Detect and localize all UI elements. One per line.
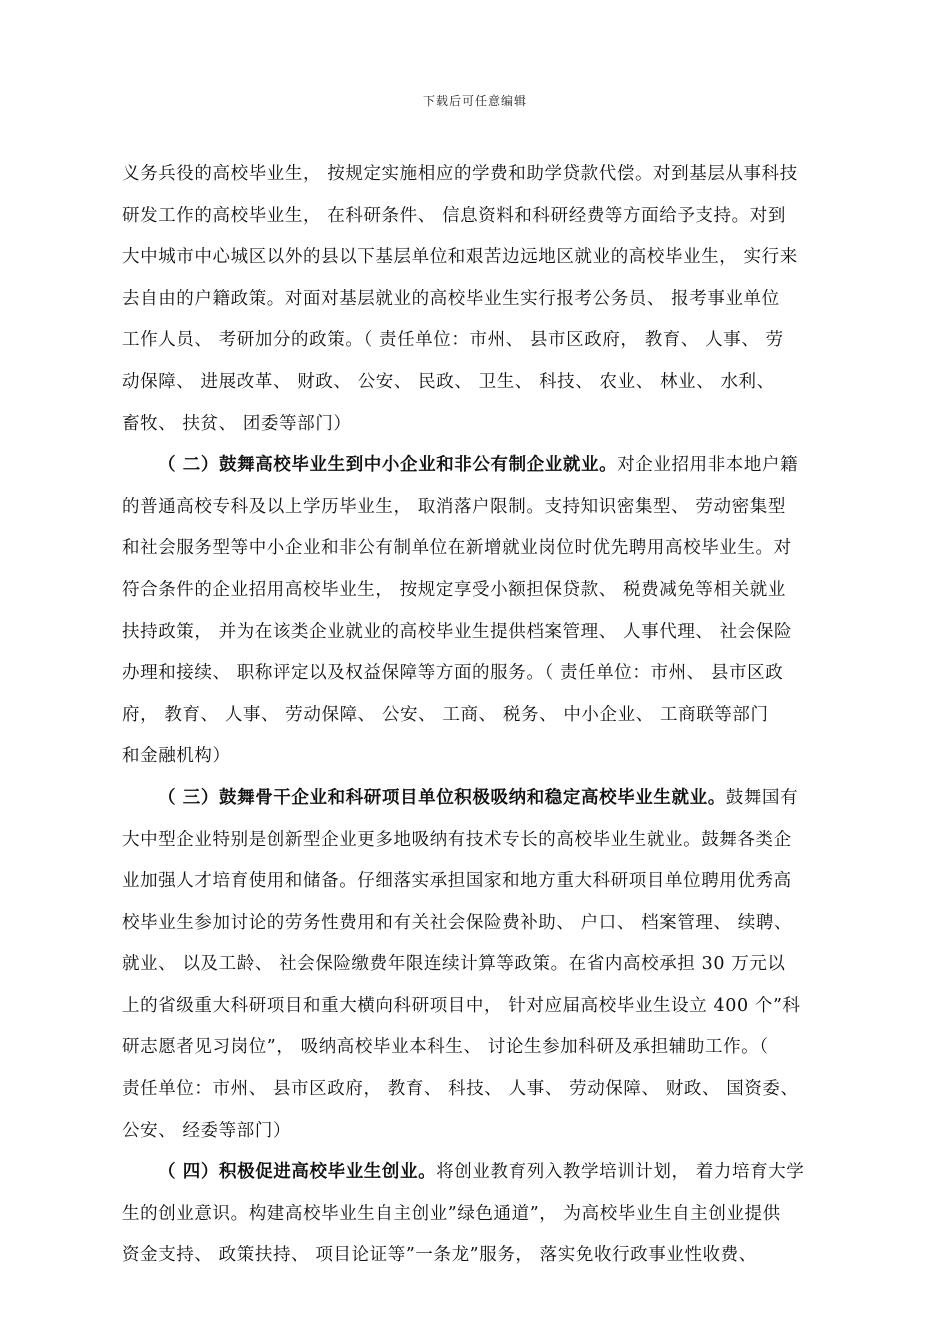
text-run: 公安、 经委等部门） [122,1120,292,1141]
text-run: 畜牧、 扶贫、 团委等部门） [122,413,352,434]
section-heading-line [122,445,852,487]
text-line [122,487,852,529]
document-body [122,154,852,1277]
text-run: 工作人员、 考研加分的政策。（ 责任单位：市州、 县市区政府， 教育、 人事、 劳 [122,330,784,351]
text-line [122,1069,852,1111]
text-line [122,653,852,695]
text-line [122,695,852,737]
text-line [122,612,852,654]
text-line [122,362,852,404]
text-run: 就业、 以及工龄、 社会保险缴费年限连续计算等政策。在省内高校承担 30 万元以 [122,954,786,975]
text-line [122,404,852,446]
text-run: 校毕业生参加讨论的劳务性费用和有关社会保险费补助、 户口、 档案管理、 续聘、 [122,912,793,933]
text-line [122,861,852,903]
text-line [122,820,852,862]
text-run: 对企业招用非本地户籍 [617,455,799,476]
text-run: 研发工作的高校毕业生， 在科研条件、 信息资料和科研经费等方面给予支持。对到 [122,205,786,226]
text-run: 符合条件的企业招用高校毕业生， 按规定享受小额担保贷款、 税费减免等相关就业 [122,579,786,600]
text-line [122,944,852,986]
text-run: 和金融机构） [122,746,231,767]
text-line [122,154,852,196]
text-run: 去自由的户籍政策。对面对基层就业的高校毕业生实行报考公务员、 报考事业单位 [122,288,780,309]
section-heading-line [122,1152,852,1194]
text-run: 上的省级重大科研项目和重大横向科研项目中， 针对应届高校毕业生设立 400 个”科 [122,995,801,1016]
text-line [122,1027,852,1069]
text-run: 府， 教育、 人事、 劳动保障、 公安、 工商、 税务、 中小企业、 工商联等部门 [122,704,769,725]
text-line [122,570,852,612]
text-run: 鼓舞国有 [725,787,799,808]
text-run: 和社会服务型等中小企业和非公有制单位在新增就业岗位时优先聘用高校毕业生。对 [122,538,792,559]
text-run: 责任单位：市州、 县市区政府， 教育、 科技、 人事、 劳动保障、 财政、 国资委、 [122,1079,799,1100]
section-heading-line [122,778,852,820]
text-line [122,986,852,1028]
text-line [122,1194,852,1236]
text-line [122,903,852,945]
text-line [122,279,852,321]
text-run: 大中型企业特别是创新型企业更多地吸纳有技术专长的高校毕业生就业。鼓舞各类企 [122,829,792,850]
page-header: 下载后可任意编辑 [422,94,527,108]
section-heading: （ 二）鼓舞高校毕业生到中小企业和非公有制企业就业。 [158,455,618,476]
text-line [122,736,852,778]
text-line [122,196,852,238]
text-run: 资金支持、 政策扶持、 项目论证等”一条龙”服务， 落实免收行政事业性收费、 [122,1245,757,1266]
text-run: 动保障、 进展改革、 财政、 公安、 民政、 卫生、 科技、 农业、 林业、 水利、 [122,371,775,392]
text-line [122,1111,852,1153]
text-run: 业加强人才培育使用和储备。仔细落实承担国家和地方重大科研项目单位聘用优秀高 [122,871,792,892]
section-heading: （ 三）鼓舞骨干企业和科研项目单位积极吸纳和稳定高校毕业生就业。 [158,787,726,808]
text-run: 的普通高校专科及以上学历毕业生， 取消落户限制。支持知识密集型、 劳动密集型 [122,496,786,517]
text-line [122,528,852,570]
text-line [122,320,852,362]
text-run: 将创业教育列入教学培训计划， 着力培育大学 [436,1162,805,1183]
text-run: 义务兵役的高校毕业生， 按规定实施相应的学费和助学贷款代偿。对到基层从事科技 [122,164,798,184]
text-run: 生的创业意识。构建高校毕业生自主创业”绿色通道”， 为高校毕业生自主创业提供 [122,1203,781,1224]
text-line [122,1235,852,1277]
text-run: 扶持政策， 并为在该类企业就业的高校毕业生提供档案管理、 人事代理、 社会保险 [122,621,793,642]
text-run: 办理和接续、 职称评定以及权益保障等方面的服务。（ 责任单位：市州、 县市区政 [122,663,784,684]
text-run: 大中城市中心城区以外的县以下基层单位和艰苦边远地区就业的高校毕业生， 实行来 [122,247,798,268]
text-run: 研志愿者见习岗位”， 吸纳高校毕业本科生、 讨论生参加科研及承担辅助工作。（ [122,1037,769,1058]
section-heading: （ 四）积极促进高校毕业生创业。 [158,1162,437,1183]
text-line [122,237,852,279]
